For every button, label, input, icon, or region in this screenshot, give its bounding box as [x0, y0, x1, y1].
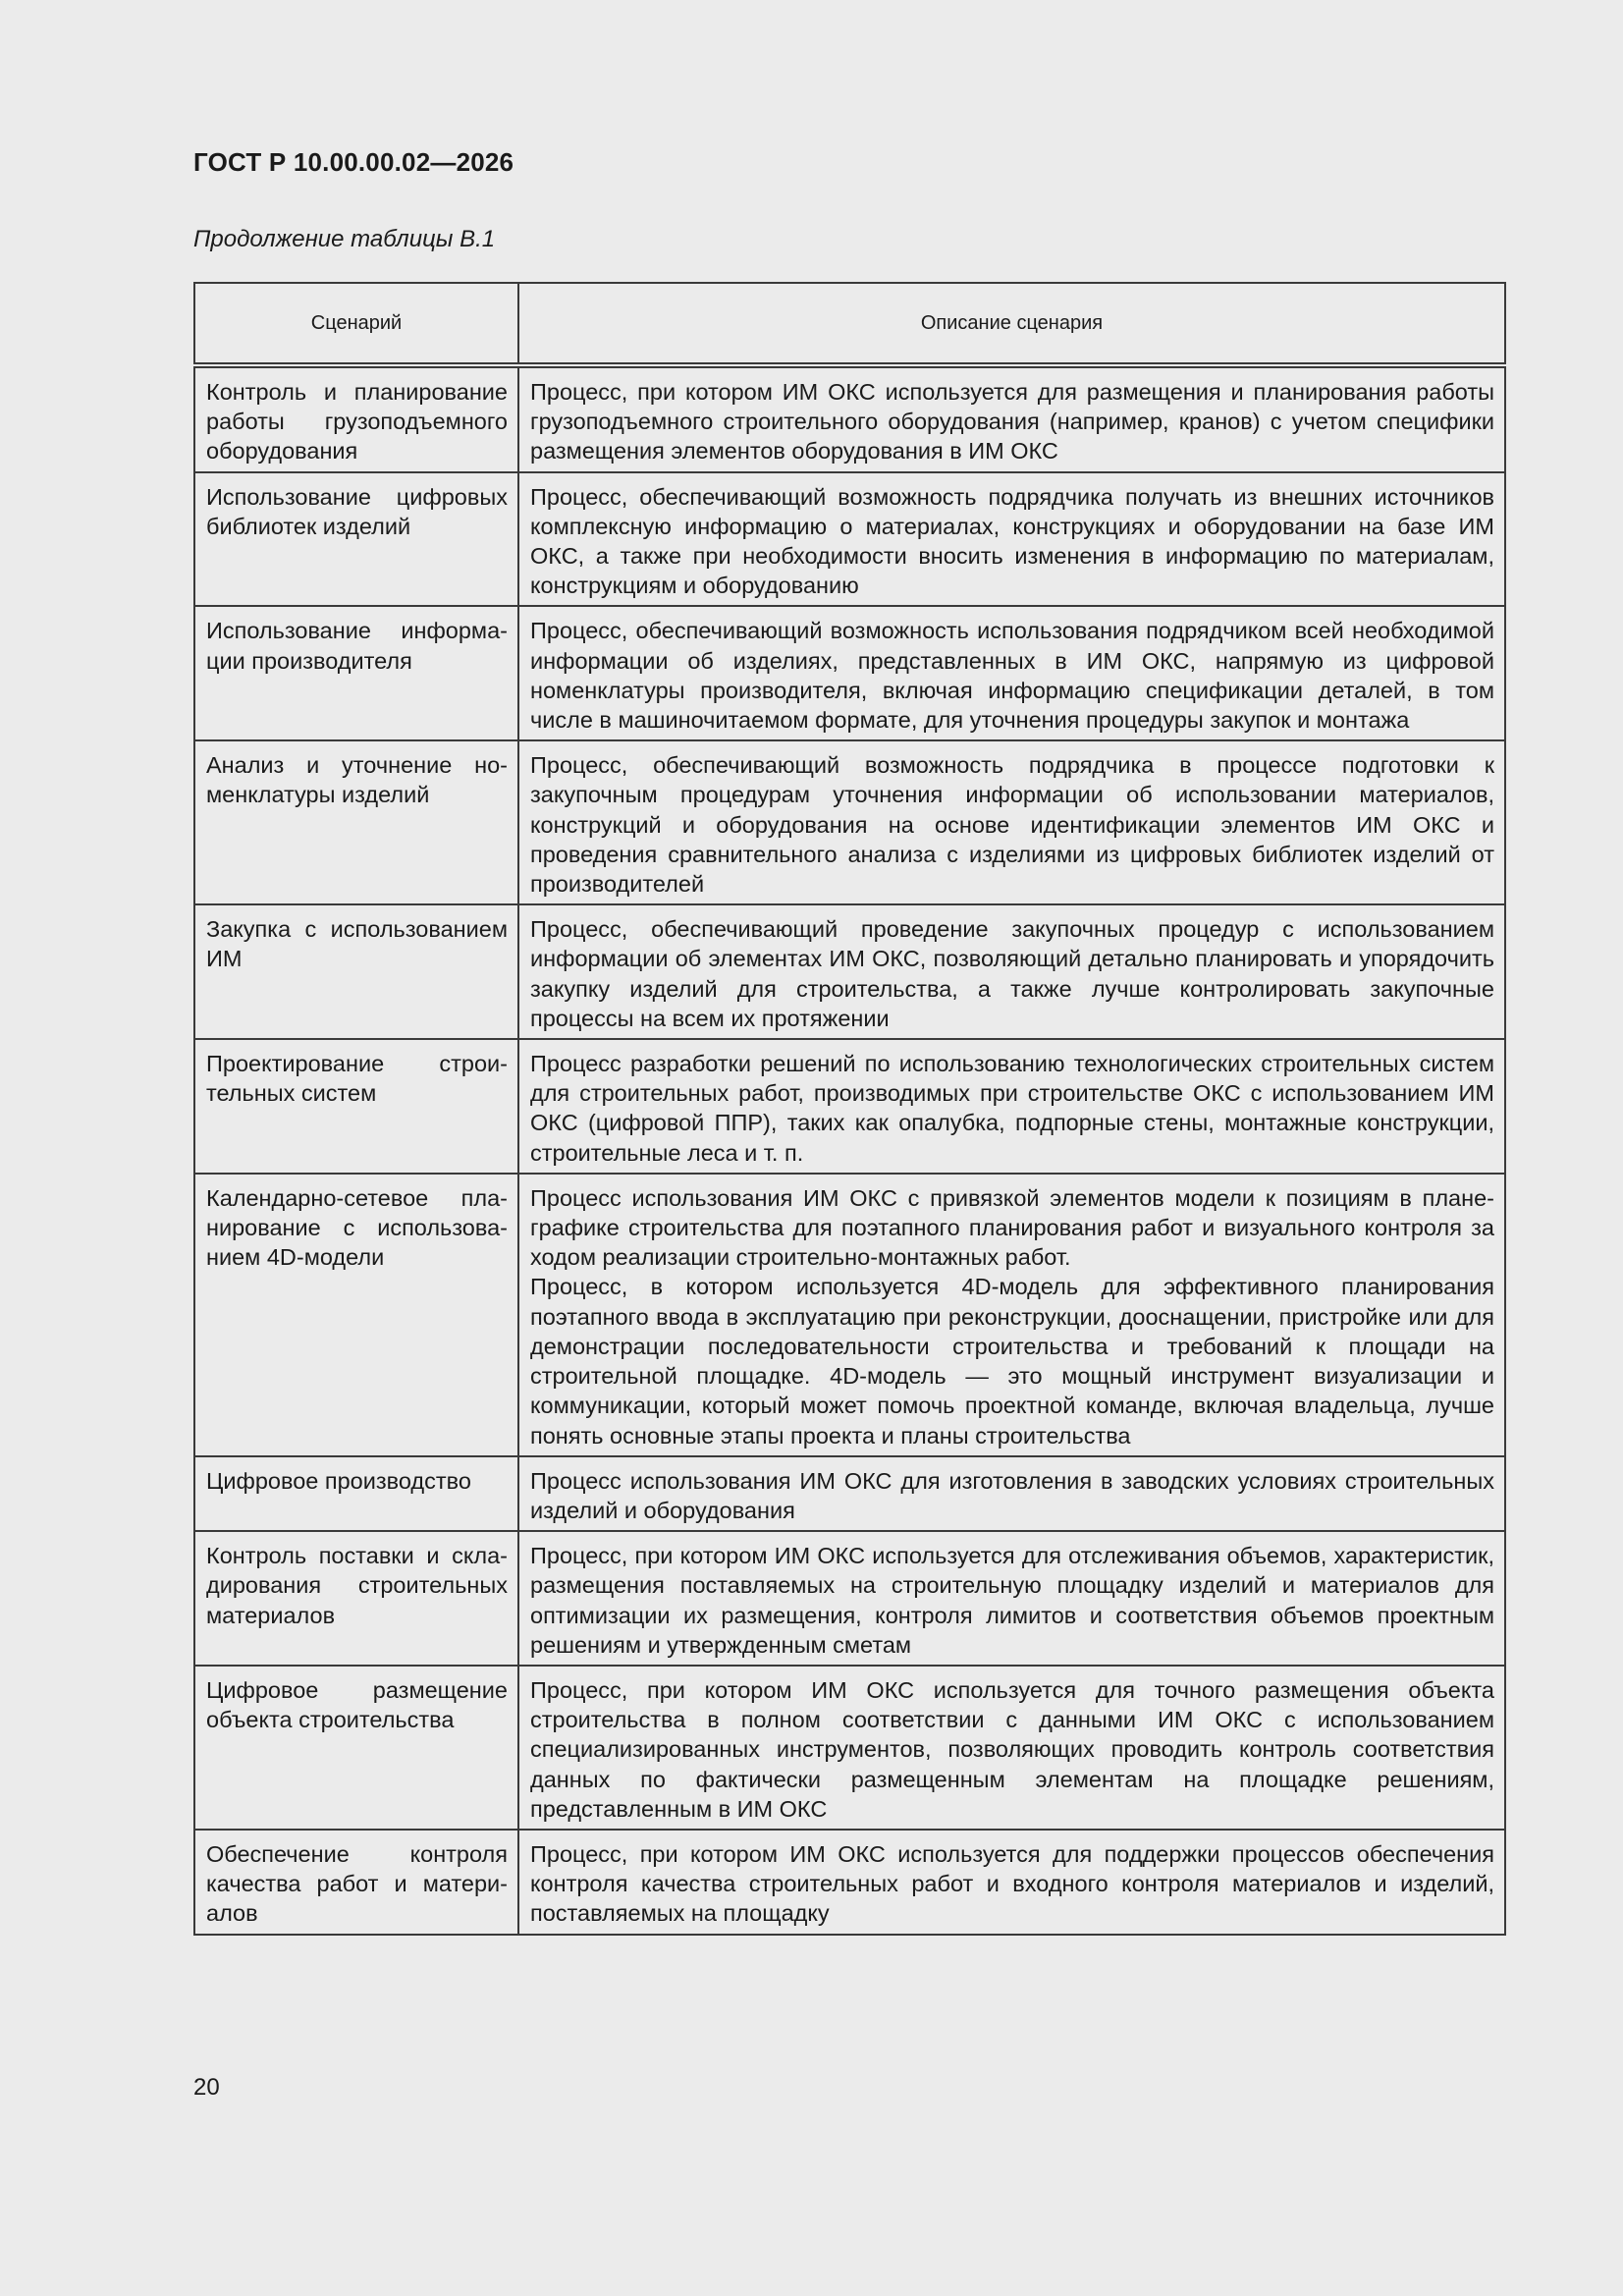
scenario-cell: Контроль и планирование работы грузоподъемного оборудования: [194, 365, 518, 472]
scenario-cell: Обеспечение контроля качества работ и материалов: [194, 1830, 518, 1935]
table-row: [194, 1531, 1505, 1666]
column-header-description: Описание сценария: [518, 283, 1505, 365]
description-paragraph: Процесс, при котором ИМ ОКС используется для отслеживания объемов, характеристик, размещения поставляемых на строительную площадку изделий и материалов для оптимизации их размещения, контроля лимитов и соответствия объемов проектным решениям и утвержденным сметам: [530, 1543, 1494, 1658]
scenario-cell: Календарно-сетевое планирование с использованием 4D-модели: [194, 1174, 518, 1456]
description-paragraph: Процесс, обеспечивающий возможность использования подрядчиком всей необходимой информации об изделиях, представленных в ИМ ОКС, напрямую из цифровой номенклатуры производителя, включая информацию спецификации деталей, в том числе в машиночитаемом формате, для уточнения процедуры закупок и монтажа: [530, 618, 1494, 734]
description-cell: [518, 904, 1505, 1039]
scenario-cell: Контроль поставки и складирования строительных материалов: [194, 1531, 518, 1666]
document-code: ГОСТ Р 10.00.00.02—2026: [193, 147, 514, 177]
table-row: [194, 365, 1505, 472]
scenario-cell: Закупка с использованием ИМ: [194, 904, 518, 1039]
table-row: [194, 1456, 1505, 1531]
description-cell: [518, 1039, 1505, 1174]
description-paragraph: Процесс, при котором ИМ ОКС используется для размещения и планирования работы грузоподъемного строительного оборудования (например, кранов) с учетом специфики размещения элементов оборудования в ИМ ОКС: [530, 379, 1494, 465]
page-number: 20: [193, 2074, 220, 2101]
table-row: [194, 904, 1505, 1039]
description-paragraph: Процесс использования ИМ ОКС для изготовления в заводских условиях строительных изделий и оборудования: [530, 1467, 1494, 1523]
scenario-table: [193, 282, 1504, 1936]
table-row: [194, 472, 1505, 607]
description-cell: [518, 1531, 1505, 1666]
table-row: [194, 1830, 1505, 1935]
table-row: [194, 1039, 1505, 1174]
description-cell: [518, 1830, 1505, 1935]
table-row: [194, 740, 1505, 904]
table-body: [194, 365, 1505, 1935]
table-row: [194, 1666, 1505, 1830]
scenario-cell: Проектирование строительных систем: [194, 1039, 518, 1174]
description-cell: [518, 740, 1505, 904]
table-row: [194, 1174, 1505, 1456]
scenario-cell: Анализ и уточнение номенклатуры изделий: [194, 740, 518, 904]
column-header-scenario: Сценарий: [194, 283, 518, 365]
scenario-cell: Использование цифровых библиотек изделий: [194, 472, 518, 607]
table-header-row: [194, 283, 1505, 365]
table-row: [194, 606, 1505, 740]
description-paragraph: Процесс, обеспечивающий проведение закупочных процедур с использованием информации об элементах ИМ ОКС, позволяющий детально планировать и упорядочить закупку изделий для строительства, а также лучше контролировать закупочные процессы на всем их протяжении: [530, 916, 1494, 1031]
description-paragraph: Процесс, при котором ИМ ОКС используется для поддержки процессов обеспечения контроля качества строительных работ и входного контроля материалов и изделий, поставляемых на площадку: [530, 1840, 1494, 1927]
description-paragraph: Процесс использования ИМ ОКС с привязкой элементов модели к позициям в планеграфике строительства для поэтапного планирования работ и визуального контроля за ходом реализации строительно-монтажных работ.: [530, 1184, 1494, 1271]
description-cell: [518, 606, 1505, 740]
table-caption: Продолжение таблицы В.1: [193, 226, 496, 252]
description-paragraph: Процесс, обеспечивающий возможность подрядчика получать из внешних источников комплексную информацию о материалах, конструкциях и оборудовании на базе ИМ ОКС, а также при необходимости вносить изменения в информацию по материалам, конструкциям и оборудованию: [530, 483, 1494, 599]
description-paragraph: Процесс, в котором используется 4D-модель для эффективного планирования поэтапного ввода в эксплуатацию при реконструкции, дооснащении, пристройке или для демонстрации последовательности строительства и требований к площади на строительной площадке. 4D-модель — это мощный инструмент визуализации и коммуникации, который может помочь проектной команде, включая владельца, лучше понять основные этапы проекта и планы строительства: [530, 1274, 1494, 1449]
scenario-cell: Использование информации производителя: [194, 606, 518, 740]
description-paragraph: Процесс, обеспечивающий возможность подрядчика в процессе подготовки к закупочным процедурам уточнения информации об использовании материалов, конструкций и оборудования на основе идентификации элементов ИМ ОКС и проведения сравнительного анализа с изделиями из цифровых библиотек изделий от производителей: [530, 752, 1494, 898]
description-paragraph: Процесс, при котором ИМ ОКС используется для точного размещения объекта строительства в полном соответствии с данными ИМ ОКС с использованием специализированных инструментов, позволяющих проводить контроль соответствия данных по фактически размещенным элементам на площадке решениям, представленным в ИМ ОКС: [530, 1676, 1494, 1822]
scenario-cell: Цифровое размещение объекта строительства: [194, 1666, 518, 1830]
description-cell: [518, 1456, 1505, 1531]
description-cell: [518, 472, 1505, 607]
description-cell: [518, 1174, 1505, 1456]
scenario-cell: Цифровое производство: [194, 1456, 518, 1531]
description-paragraph: Процесс разработки решений по использованию технологических строительных систем для строительных работ, производимых при строительстве ОКС с использованием ИМ ОКС (цифровой ППР), таких как опалубка, подпорные стены, монтажные конструкции, строительные леса и т. п.: [530, 1051, 1494, 1166]
description-cell: [518, 1666, 1505, 1830]
description-cell: [518, 365, 1505, 472]
